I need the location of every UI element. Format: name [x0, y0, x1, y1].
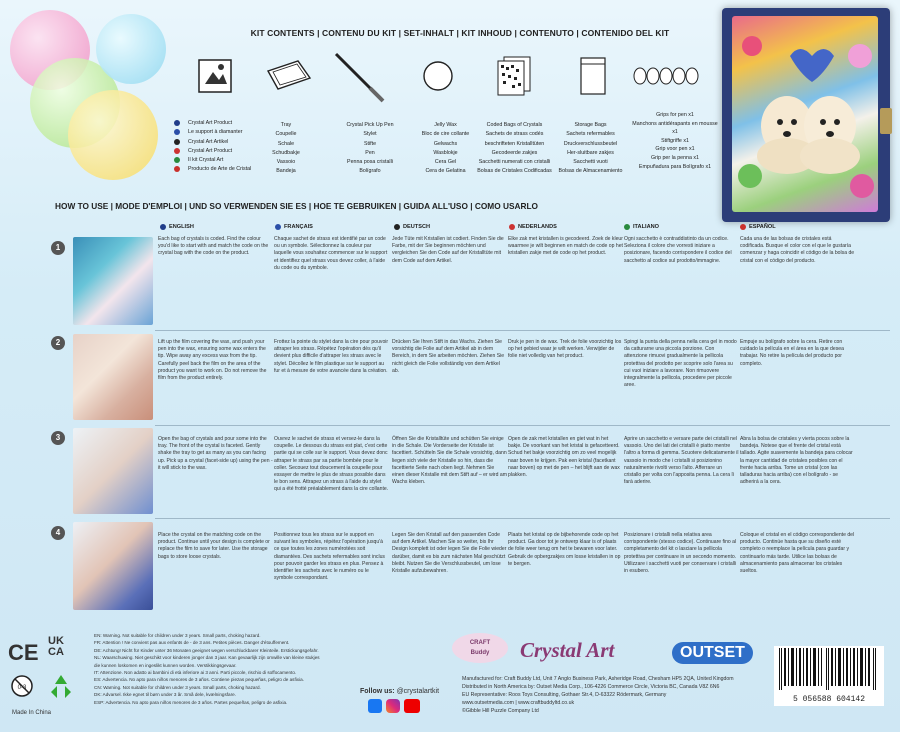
- item-name: Sachets refermables: [566, 131, 615, 138]
- diary-lock-icon: [880, 108, 892, 134]
- warning-line: FR: Attention ! Ne convient pas aux enfants de - de 3 ans. Petites pièces. Danger d'étouffement.: [94, 640, 290, 646]
- age-warning-icon: [10, 674, 34, 698]
- step-4-text-es: Coloque el cristal en el código correspondiente del producto. Continúe hasta que su diseño esté completo o reemplace la película para guardar y continuarlo más tarde. Utilice las bolsas de almacenamiento para almacenar los cristales sueltos.: [740, 532, 855, 575]
- item-name: Empuñadura para Bolígrafo x1: [638, 163, 712, 170]
- warning-line: DK: Advarsel. Ikke egnet til børn under 3 år. Små dele, kvælningsfare.: [94, 692, 236, 698]
- lang-label: ITALIANO: [633, 224, 659, 230]
- item-name: Coupelle: [275, 131, 297, 138]
- barcode-bars: [774, 646, 884, 694]
- diary-puppies-artwork: [732, 16, 878, 212]
- item-name: Grips for pen x1: [656, 112, 694, 118]
- flag-es-icon: [740, 224, 746, 230]
- flag-nl-icon: [174, 148, 180, 154]
- step-4-number: 4: [51, 526, 65, 540]
- item-name: Vassoio: [276, 159, 296, 166]
- step-4-image: [73, 522, 153, 610]
- follow-us-handle: @crystalartkit: [396, 688, 440, 695]
- lang-header-it: [624, 224, 659, 230]
- step-2-text-en: Lift up the film covering the wax, and push your pen into the wax, ensuring some wax enters the tip. Wipe away any excess wax from the tip. Carefully peel back the film on the area of the product you want to work on. Do not remove the film from the product entirely.: [158, 339, 267, 382]
- recycle-icon: [47, 672, 75, 700]
- flag-it-icon: [174, 157, 180, 163]
- canvas-icon: [193, 54, 237, 98]
- barcode-number: 5 056588 604142: [792, 695, 865, 704]
- item-name: Coded Bags of Crystals: [486, 122, 543, 128]
- ukca-line: UK: [48, 635, 64, 647]
- item-name: Druckverschlussbeutel: [563, 140, 618, 147]
- warning-line: IT: Attenzione. Non adatto ai bambini di età inferiore ai 3 anni. Parti piccole, rischio di soffocamento.: [94, 670, 297, 676]
- step-2-text-de: Drücken Sie Ihren Stift in das Wachs. Ziehen Sie vorsichtig die Folie auf dem Artikel ab in dem Bereich, in dem Sie arbeiten möchten. Ziehen Sie nicht gleich die Folie vollständig von dem Artikel ab.: [392, 339, 505, 374]
- lang-header-en: [160, 224, 194, 230]
- manufacturer-info: [462, 675, 752, 715]
- step-1-text-en: Each bag of crystals is coded. Find the colour you'd like to start with and match the code on the crystal bag with the code on the product.: [158, 236, 269, 257]
- item-name: Grip per la penna x1: [651, 154, 699, 161]
- kit-item-storage-bags: [560, 48, 625, 104]
- item-name: Stifte: [363, 140, 377, 147]
- item-name: Crystal Pick Up Pen: [346, 122, 394, 128]
- step-2-text-it: Spingi la punta della penna nella cera gel in modo da catturarne una piccola porzione. Con attenzione rimuovi gradualmente la pellicola protettiva del prodotto per scoprire solo l'area su cui vuoi iniziare a lavorare. Non rimuovere integralmente la pellicola, procedere per piccole aree.: [624, 339, 737, 389]
- kit-item-crystal-bags: [480, 48, 550, 104]
- item-name: Gecodeerde zakjes: [491, 149, 538, 156]
- item-name: Her-sluitbare zakjes: [567, 149, 614, 156]
- youtube-icon[interactable]: [404, 699, 420, 713]
- item-name: Bolsas de Almacenamiento: [558, 168, 623, 175]
- jelly-wax-icon: [421, 59, 455, 93]
- age-warning-label: 0-3: [17, 685, 27, 691]
- ukca-line: CA: [48, 646, 64, 658]
- flag-nl-icon: [509, 224, 515, 230]
- step-4-text-en: Place the crystal on the matching code on the product. Continue until your design is complete or replace the film to save for later. Use the storage bags to store loose crystals.: [158, 532, 270, 560]
- puppies-illustration: [732, 16, 878, 212]
- item-name: Le support à diamanter: [188, 129, 243, 136]
- flag-de-icon: [174, 139, 180, 145]
- step-2-text-es: Empuje su bolígrafo sobre la cera. Retire con cuidado la película en el área en la que desea trabajar. No retire la película del producto por completo.: [740, 339, 844, 367]
- step-3-number: 3: [51, 431, 65, 445]
- lang-header-fr: [275, 224, 313, 230]
- flag-fr-icon: [174, 129, 180, 135]
- divider: [155, 518, 890, 519]
- divider: [155, 425, 890, 426]
- how-to-use-title: HOW TO USE | MODE D'EMPLOI | UND SO VERWENDEN SIE ES | HOE TE GEBRUIKEN | GUIDA ALL'USO | COMO USARLO: [55, 201, 538, 211]
- item-name: Bloc de cire collante: [421, 131, 470, 138]
- step-2-image: [73, 334, 153, 420]
- manufacturer-line: ©Gibble Hill Puzzle Company Ltd: [462, 708, 539, 714]
- step-4-text-nl: Plaats het kristal op de bijbehorende code op het product. Ga door tot je ontwerp klaar is of plaats de folie weer terug om het te bewaren voor later. Gebruik de opbergzakjes om losse kristallen in op te bergen.: [508, 532, 621, 567]
- lang-header-es: [740, 224, 776, 230]
- item-name: Sachets de strass codés: [485, 131, 544, 138]
- item-name: Schale: [277, 140, 295, 147]
- lang-label: DEUTSCH: [403, 224, 431, 230]
- step-3-text-it: Aprire un sacchetto e versare parte dei cristalli nel vassoio. Uno dei lati dei cristalli è piatto mentre l'altro a forma di gemma. Scuotere delicatamente il vassoio in modo che i cristalli si posizionino naturalmente rivolti verso l'alto. Afferrare un cristallo per volta con l'apposita penna. La cera lì farà aderire.: [624, 436, 739, 486]
- gem-decoration-yellow: [68, 90, 158, 180]
- lang-label: NEDERLANDS: [518, 224, 557, 230]
- item-name: Stylet: [363, 131, 377, 138]
- outset-logo: OUTSET: [672, 642, 753, 664]
- item-name: Bolsas de Cristales Codificadas: [477, 168, 552, 175]
- step-1-image: [73, 237, 153, 325]
- crystal-art-logo: Crystal Art: [520, 638, 615, 662]
- item-name: Producto de Arte de Cristal: [188, 166, 252, 173]
- follow-us-label: Follow us:: [360, 688, 395, 695]
- item-name: Stiftgriffe x1: [661, 137, 689, 144]
- pen-names: [330, 121, 410, 177]
- step-4-text-it: Posizionare i cristalli nella relativa area corrispondente (stesso codice). Continuare fino al completamento del kit o lasciare la pellicola protettiva per continuare in un secondo momento. Utilizzare i sacchetti vuoti per conservare i cristalli in esubero.: [624, 532, 737, 575]
- lang-header-nl: [509, 224, 557, 230]
- manufacturer-line: www.outsetmedia.com | www.craftbuddyltd.co.uk: [462, 700, 575, 706]
- warning-line: DE: Achtung! Nicht für Kinder unter 36 Monaten geeignet wegen verschluckbarer Kleinteile. Erstickungsgefahr.: [94, 647, 319, 653]
- warning-line: EN: Warning. Not suitable for children under 3 years. Small parts, choking hazard.: [94, 633, 261, 638]
- step-1-text-de: Jede Tüte mit Kristallen ist codiert. Finden Sie die Farbe, mit der Sie beginnen möchten und vergleichen Sie den Code auf der Kristalltüte mit dem Code auf dem Artikel.: [392, 236, 504, 264]
- warning-line: die kunnen loskomen en ingeslikt kunnen worden. Verstikkingsgevaar.: [94, 662, 237, 668]
- item-name: Schudbakje: [272, 149, 300, 156]
- follow-us: [360, 688, 439, 713]
- step-3-text-nl: Open de zak met kristallen en giet wat in het bakje. De voorkant van het kristal is gefacetteerd. Schud het bakje voorzichtig om zo veel mogelijk naar boven te krijgen. Pak een kristal (facetkant naar boven) op met de pen – het blijft aan de wax plakken.: [508, 436, 620, 479]
- flag-uk-icon: [160, 224, 166, 230]
- lang-header-de: [394, 224, 430, 230]
- step-1-text-it: Ogni sacchetto è contraddistinto da un codice. Seleziona il colore che vorresti iniziare a posizionare, facendo corrispondere il codice del sacchetto al codice sul prodotto/immagine.: [624, 236, 732, 264]
- storage-bags-names: [553, 121, 628, 177]
- item-name: Pen: [365, 149, 375, 156]
- item-name: Sacchetti numerati con cristalli: [478, 159, 551, 166]
- lang-label: ESPAÑOL: [749, 224, 776, 230]
- manufacturer-line: Manufactured for: Craft Buddy Ltd, Unit 7 Anglo Business Park, Asheridge Road, Chesham HP5 2QA, United Kingdom: [462, 676, 734, 682]
- step-4-text-fr: Positionnez tous les strass sur le support en suivant les symboles, répétez l'opération jusqu'à ce que toutes les zones numérotées soit diamantées. Des sachets refermables sont inclus pour pouvoir garder les strass en plus. Pensez à identifier les sachets avec le numéro ou le symbole correspondant.: [274, 532, 385, 582]
- item-name: Crystal Art Product: [188, 147, 233, 154]
- step-4-text-de: Legen Sie den Kristall auf den passenden Code auf dem Artikel. Machen Sie so weiter, bis Ihr Design komplett ist oder legen Sie die Folie wieder darüber, damit es bis zum nächsten Mal geschützt bleibt. Nutzen Sie die Verschlussbeutel, um lose Kristalle aufzubewahren.: [392, 532, 507, 575]
- product-diary-image: [722, 8, 890, 222]
- warnings-block: [94, 632, 354, 706]
- item-name: Crystal Art Product: [188, 120, 233, 126]
- item-name: Bandeja: [276, 168, 296, 175]
- item-name: Sacchetti vuoti: [573, 159, 608, 166]
- kit-language-flags: [168, 120, 183, 176]
- kit-item-art-product: [185, 48, 245, 104]
- item-name: Crystal Art Artikel: [188, 138, 229, 145]
- warning-line: CN: Warning. Not suitable for children under 3 years. Small parts, choking hazard.: [94, 684, 261, 690]
- kit-item-jelly-wax: [410, 48, 465, 104]
- crystal-bags-icon: [490, 53, 540, 99]
- lang-label: FRANÇAIS: [284, 224, 313, 230]
- item-name: beschrifteten Kristalltüten: [484, 140, 545, 147]
- divider: [155, 330, 890, 331]
- warning-line: ESP: Advertencia. No apto para niños menores de 3 años. Partes pequeñas, peligro de asfixia.: [94, 699, 288, 705]
- step-3-text-en: Open the bag of crystals and pour some into the tray. The front of the crystal is faceted. Gently shake the tray to get as many as you can facing up. Pick up a crystal (facet-side up) using the pen - it will stick to the wax.: [158, 436, 273, 471]
- step-2-text-nl: Druk je pen in de wax. Trek de folie voorzichtig los op het gebied waar je wilt werken. Verwijder de folie niet volledig van het product.: [508, 339, 622, 360]
- warning-line: NL: Waarschuwing. Niet geschikt voor kinderen jonger dan 3 jaar. Kan gevaarlijk zijn omwille van kleine stukjes: [94, 655, 320, 661]
- item-name: Storage Bags: [574, 122, 607, 128]
- step-1-text-nl: Elke zak met kristallen is gecodeerd. Zoek de kleur waarmee je wilt beginnen en match de code op het kristallen zakje met de code op het product.: [508, 236, 623, 257]
- step-1-text-fr: Chaque sachet de strass est identifié par un code ou un symbole. Sélectionnez la couleur par laquelle vous souhaitez commencer sur le support et identifiez quel strass vous devez coller, à l'aide du code ou du symbole.: [274, 236, 388, 271]
- kit-item-pen: [325, 48, 390, 104]
- item-name: Tray: [280, 122, 292, 128]
- step-3-text-de: Öffnen Sie die Kristalltüte und schütten Sie einige in die Schale. Die Vorderseite der Kristalle ist facettiert. Schütteln Sie die Schale vorsichtig, dann liegen sich viele der Kristalle so hin, dass die facettierte Seite nach oben liegt. Nehmen Sie einen dieser Kristalle mit dem Stift auf – er wird am Wachs kleben.: [392, 436, 507, 486]
- tray-names: [256, 121, 316, 177]
- item-name: Grip voor pen x1: [655, 146, 695, 153]
- crystal-bags-names: [472, 121, 557, 177]
- barcode: [774, 646, 884, 706]
- manufacturer-line: EU Representative: Roos Toys Consulting, Gothaer Str.4, D-63322 Rödermark, Germany: [462, 692, 667, 698]
- craft-buddy-logo-line: Buddy: [470, 650, 490, 656]
- step-3-text-es: Abra la bolsa de cristales y vierta pocos sobre la bandeja. Notese que el frente del cristal está tallado. Agite suavemente la bandeja para colocar la mayor cantidad de cristales posibles con el frente hacia arriba. Tome un cristal (con las talladuras hacia arriba) con el bolígrafo - se adherirá a la cera.: [740, 436, 853, 486]
- kit-item-tray: [260, 48, 315, 104]
- flag-it-icon: [624, 224, 630, 230]
- item-name: Bolígrafo: [359, 168, 381, 175]
- made-in-label: Made In China: [12, 710, 52, 716]
- ce-mark: CE: [8, 640, 39, 665]
- ukca-mark: [48, 636, 76, 658]
- storage-bag-icon: [576, 54, 610, 98]
- craft-buddy-logo-line: CRAFT: [469, 640, 491, 646]
- step-3-image: [73, 428, 153, 514]
- kit-item-grips: [625, 48, 705, 104]
- tray-icon: [263, 56, 313, 96]
- flag-fr-icon: [275, 224, 281, 230]
- instagram-icon[interactable]: [386, 699, 400, 713]
- art-product-names: [188, 119, 251, 175]
- warning-line: ES: Advertencia. No apto para niños menores de 3 años. Contiene piezas pequeñas, peligro de asfixia.: [94, 677, 304, 683]
- item-name: Cera de Gelatina: [425, 168, 466, 175]
- step-2-text-fr: Frottez la pointe du stylet dans la cire pour pouvoir attraper les strass. Répétez l'opération dès qu'il devient plus difficile d'attraper les strass avec le stylet. Décollez le film plastique sur le support au fur et à mesure de votre avancée dans la création.: [274, 339, 389, 374]
- item-name: Il kit Crystal Art: [188, 157, 224, 164]
- craft-buddy-logo: [452, 633, 508, 663]
- item-name: Cera Gel: [434, 159, 457, 166]
- step-3-text-fr: Ouvrez le sachet de strass et versez-le dans la coupelle. Le dessous du strass est plat, c'est cette partie qui se colle sur le support. Vous devez donc attraper le strass par sa partie bombée pour le coller. Secouez tout doucement la coupelle pour essayer de mettre le plus de strass possible dans le bon sens. Attrapez un strass à l'aide du stylet qui a été frotté préalablement dans la cire collante.: [274, 436, 389, 493]
- item-name: Penna posa cristalli: [347, 159, 393, 166]
- gem-decoration-blue: [96, 14, 166, 84]
- flag-uk-icon: [174, 120, 180, 126]
- step-1-number: 1: [51, 241, 65, 255]
- item-name: Gelwachs: [433, 140, 458, 147]
- step-2-number: 2: [51, 336, 65, 350]
- manufacturer-line: Distributed in North America by: Outset Media Corp., 106-4226 Commerce Circle, Victoria BC, Canada V8Z 6N6: [462, 684, 720, 690]
- facebook-icon[interactable]: [368, 699, 382, 713]
- lang-label: ENGLISH: [169, 224, 194, 230]
- item-name: Wasblokje: [433, 149, 458, 156]
- pen-grips-icon: [630, 56, 700, 96]
- item-name: Manchons antidérapants en mousse x1: [632, 120, 718, 136]
- grips-names: [630, 111, 720, 171]
- kit-contents-title: KIT CONTENTS | CONTENU DU KIT | SET-INHALT | KIT INHOUD | CONTENUTO | CONTENIDO DEL KIT: [250, 28, 670, 38]
- item-name: Jelly Wax: [434, 122, 457, 128]
- pick-up-pen-icon: [328, 48, 388, 104]
- flag-es-icon: [174, 166, 180, 172]
- flag-de-icon: [394, 224, 400, 230]
- step-1-text-es: Cada una de las bolsas de cristales está codificada. Busque el color con el que le gustaría comenzar y haga coincidir el código de la bolsa de cristal con el código del producto.: [740, 236, 855, 264]
